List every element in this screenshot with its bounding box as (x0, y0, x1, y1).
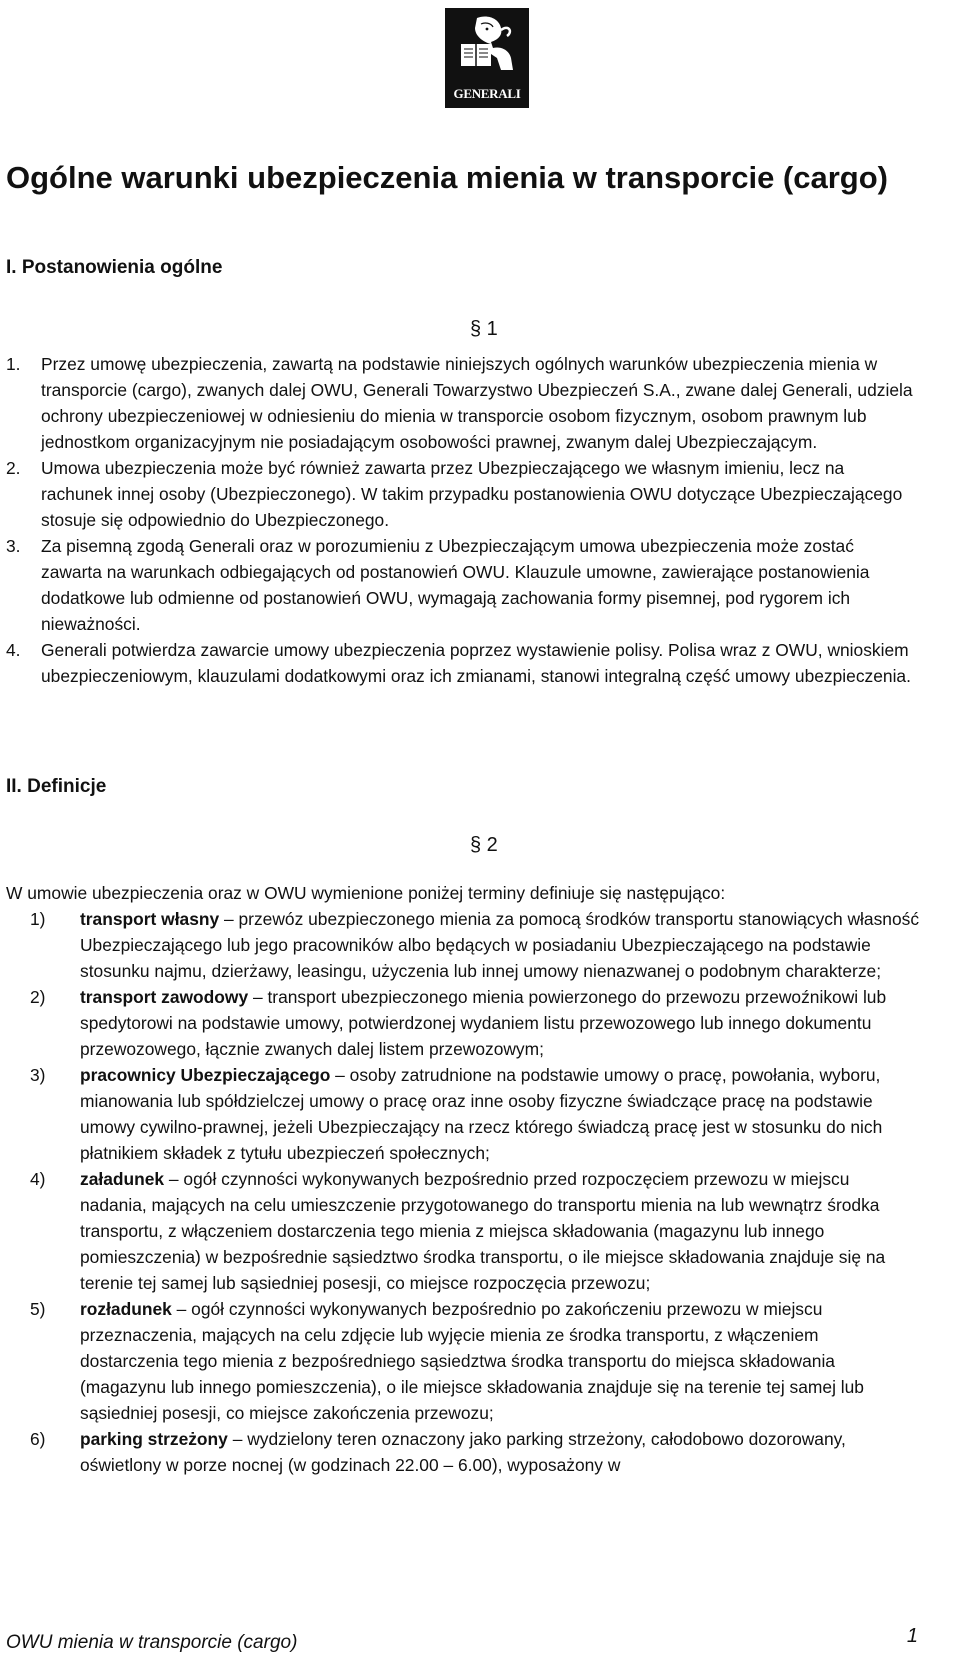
item-text: Przez umowę ubezpieczenia, zawartą na podstawie niniejszych ogólnych warunków ubezpieczenia mienia w transporcie (cargo), zwanych dalej OWU, Generali Towarzystwo Ubezpieczeń S.A., zwane dalej Generali, udziela ochrony ubezpieczeniowej w odniesieniu do mienia w transporcie osobom fizycznym, osobom prawnym lub jednostkom organizacyjnym nie posiadającym osobowości prawnej, zwanym dalej Ubezpieczającym. (41, 354, 913, 452)
item-number: 4) (30, 1169, 46, 1189)
item-text: Generali potwierdza zawarcie umowy ubezpieczenia poprzez wystawienie polisy. Polisa wraz z OWU, wnioskiem ubezpieczeniowym, klauzulami dodatkowymi oraz ich zmianami, stanowi integralną część umowy ubezpieczenia. (41, 640, 911, 686)
definitions-list (30, 906, 920, 1478)
item-number: 1) (30, 909, 46, 929)
item-number: 5) (30, 1299, 46, 1319)
definition-text: – przewóz ubezpieczonego mienia za pomocą środków transportu stanowiących własność Ubezpieczającego lub jego pracowników albo będących w posiadaniu Ubezpieczającego na podstawie stosunku najmu, dzierżawy, leasingu, użyczenia lub innej umowy nienazwanej o podobnym charakterze; (80, 909, 920, 981)
item-number: 3. (6, 536, 21, 556)
definition-item (30, 906, 920, 984)
generali-logo (445, 8, 529, 108)
item-number: 1. (6, 354, 21, 374)
definition-term: pracownicy Ubezpieczającego (80, 1065, 331, 1085)
logo-wordmark: GENERALI (453, 86, 521, 101)
definition-text: – ogół czynności wykonywanych bezpośrednio przed rozpoczęciem przewozu w miejscu nadania, mających na celu umieszczenie przygotowanego do transportu mienia na lub wewnątrz środka transportu, z włączeniem dostarczenia tego mienia z miejsca składowania (magazynu lub innego pomieszczenia) w bezpośrednie sąsiedztwo środka transportu, o ile miejsce składowania znajduje się na terenie tej samej lub sąsiedniej posesji, co miejsce rozpoczęcia przewozu; (80, 1169, 886, 1293)
list-item (6, 533, 916, 637)
list-item (6, 351, 916, 455)
section-1-list (6, 351, 916, 689)
definition-term: rozładunek (80, 1299, 172, 1319)
document-title: Ogólne warunki ubezpieczenia mienia w transporcie (cargo) (6, 160, 888, 195)
definition-term: parking strzeżony (80, 1429, 228, 1449)
footer-document-name: OWU mienia w transporcie (cargo) (6, 1632, 298, 1653)
definition-text: – osoby zatrudnione na podstawie umowy o pracę, powołania, wyboru, mianowania lub spółdzielczej umowy o pracę oraz inne osoby fizyczne świadczące pracę na podstawie umowy cywilno-prawnej, jeżeli Ubezpieczający na rzecz którego świadczą pracę jest w stosunku do nich płatnikiem składek z tytułu ubezpieczeń społecznych; (80, 1065, 883, 1163)
paragraph-2-mark: § 2 (470, 834, 498, 856)
definition-item (30, 984, 920, 1062)
item-number: 2) (30, 987, 46, 1007)
section-2-heading: II. Definicje (6, 776, 107, 797)
generali-lion-icon (457, 14, 517, 74)
definition-term: transport własny (80, 909, 220, 929)
section-1-heading: I. Postanowienia ogólne (6, 257, 223, 278)
definition-text: – ogół czynności wykonywanych bezpośrednio po zakończeniu przewozu w miejscu przeznaczenia, mających na celu zdjęcie lub wyjęcie mienia ze środka transportu, z włączeniem dostarczenia tego mienia z bezpośredniego sąsiedztwa środka transportu do miejsca składowania (magazynu lub innego pomieszczenia), o ile miejsce składowania znajduje się na terenie tej samej lub sąsiedniej posesji, co miejsce zakończenia przewozu; (80, 1299, 864, 1423)
paragraph-1-mark: § 1 (470, 318, 498, 340)
item-number: 2. (6, 458, 21, 478)
item-text: Umowa ubezpieczenia może być również zawarta przez Ubezpieczającego we własnym imieniu, lecz na rachunek innej osoby (Ubezpieczonego). W takim przypadku postanowienia OWU dotyczące Ubezpieczającego stosuje się odpowiednio do Ubezpieczonego. (41, 458, 903, 530)
item-number: 3) (30, 1065, 46, 1085)
definition-item (30, 1426, 920, 1478)
definition-term: załadunek (80, 1169, 165, 1189)
list-item (6, 637, 916, 689)
item-text: Za pisemną zgodą Generali oraz w porozumieniu z Ubezpieczającym umowa ubezpieczenia może zostać zawarta na warunkach odbiegających od postanowień OWU. Klauzule umowne, zawierające postanowienia dodatkowe lub odmienne od postanowień OWU, wymagają zachowania formy pisemnej, pod rygorem ich nieważności. (41, 536, 870, 634)
definition-item (30, 1296, 920, 1426)
definition-item (30, 1062, 920, 1166)
footer-page-number: 1 (906, 1625, 918, 1647)
definitions-intro: W umowie ubezpieczenia oraz w OWU wymienione poniżej terminy definiuje się następująco: (6, 883, 726, 903)
item-number: 4. (6, 640, 21, 660)
definition-text: – transport ubezpieczonego mienia powierzonego do przewozu przewoźnikowi lub spedytorowi na podstawie umowy, potwierdzonej wydaniem listu przewozowego lub innego dokumentu przewozowego, łącznie zwanych dalej listem przewozowym; (80, 987, 887, 1059)
definition-text: – wydzielony teren oznaczony jako parking strzeżony, całodobowo dozorowany, oświetlony w porze nocnej (w godzinach 22.00 – 6.00), wyposażony w (80, 1429, 846, 1475)
list-item (6, 455, 916, 533)
definition-term: transport zawodowy (80, 987, 249, 1007)
item-number: 6) (30, 1429, 46, 1449)
definition-item (30, 1166, 920, 1296)
